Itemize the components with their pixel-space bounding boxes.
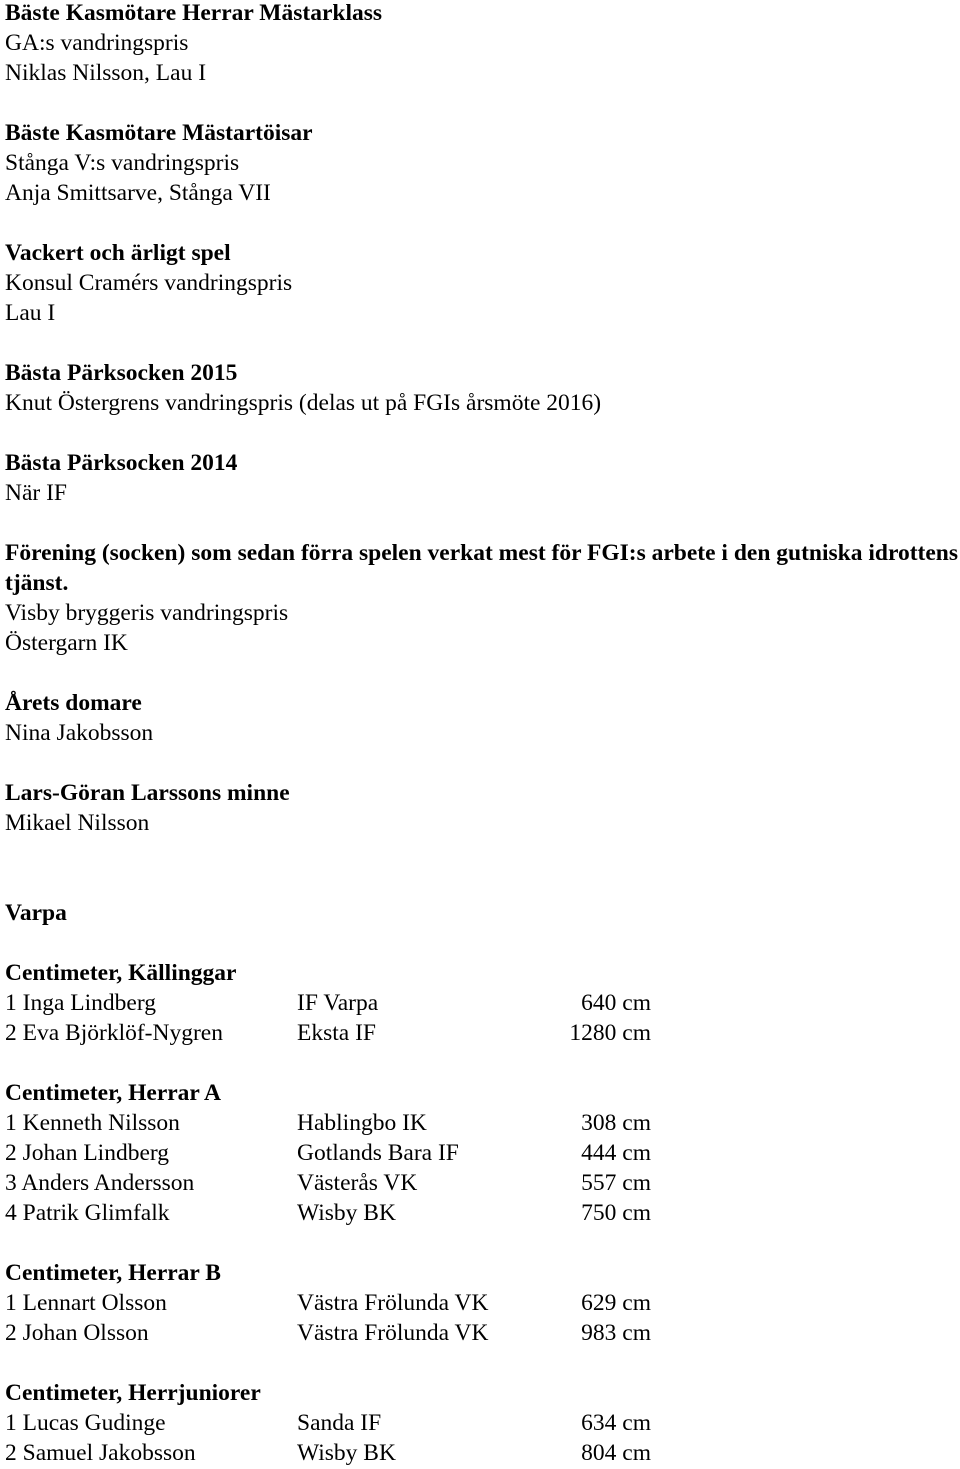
award-winner: Mikael Nilsson bbox=[5, 810, 150, 836]
competitor-name: 2 Johan Olsson bbox=[5, 1320, 149, 1346]
competitor-club: Gotlands Bara IF bbox=[297, 1140, 459, 1166]
award-title: Lars-Göran Larssons minne bbox=[5, 780, 290, 806]
competitor-result: 804 cm bbox=[581, 1440, 651, 1466]
competitor-club: Hablingbo IK bbox=[297, 1110, 427, 1136]
award-prize: Konsul Cramérs vandringspris bbox=[5, 270, 293, 296]
result-row bbox=[5, 1408, 955, 1438]
competitor-club: Sanda IF bbox=[297, 1410, 382, 1436]
category-title: Centimeter, Källinggar bbox=[5, 960, 237, 986]
category-title: Centimeter, Herrjuniorer bbox=[5, 1380, 261, 1406]
competitor-name: 3 Anders Andersson bbox=[5, 1170, 195, 1196]
result-row bbox=[5, 1138, 955, 1168]
award-winner: När IF bbox=[5, 480, 67, 506]
award-prize: Stånga V:s vandringspris bbox=[5, 150, 240, 176]
competitor-result: 750 cm bbox=[581, 1200, 651, 1226]
result-row bbox=[5, 1438, 955, 1468]
competitor-result: 308 cm bbox=[581, 1110, 651, 1136]
award-winner: Niklas Nilsson, Lau I bbox=[5, 60, 207, 86]
competitor-result: 983 cm bbox=[581, 1320, 651, 1346]
award-title: Förening (socken) som sedan förra spelen verkat mest för FGI:s arbete i den gutniska idrottens tjänst. bbox=[5, 540, 959, 596]
award-prize: Knut Östergrens vandringspris (delas ut på FGIs årsmöte 2016) bbox=[5, 390, 602, 416]
result-row bbox=[5, 988, 955, 1018]
result-row bbox=[5, 1018, 955, 1048]
result-row bbox=[5, 1318, 955, 1348]
award-winner: Nina Jakobsson bbox=[5, 720, 154, 746]
competitor-name: 1 Lucas Gudinge bbox=[5, 1410, 166, 1436]
award-title: Bästa Pärksocken 2014 bbox=[5, 450, 238, 476]
award-prize: GA:s vandringspris bbox=[5, 30, 189, 56]
award-title: Årets domare bbox=[5, 690, 142, 716]
award-title: Bäste Kasmötare Mästartöisar bbox=[5, 120, 313, 146]
result-row bbox=[5, 1198, 955, 1228]
award-prize: Visby bryggeris vandringspris bbox=[5, 600, 289, 626]
result-row bbox=[5, 1108, 955, 1138]
competitor-name: 1 Lennart Olsson bbox=[5, 1290, 167, 1316]
award-winner: Lau I bbox=[5, 300, 56, 326]
competitor-name: 2 Samuel Jakobsson bbox=[5, 1440, 196, 1466]
competitor-result: 557 cm bbox=[581, 1170, 651, 1196]
result-row bbox=[5, 1288, 955, 1318]
category-title: Centimeter, Herrar A bbox=[5, 1080, 221, 1106]
award-title: Bäste Kasmötare Herrar Mästarklass bbox=[5, 0, 383, 26]
award-winner: Östergarn IK bbox=[5, 630, 128, 656]
award-winner: Anja Smittsarve, Stånga VII bbox=[5, 180, 271, 206]
category-title: Centimeter, Herrar B bbox=[5, 1260, 221, 1286]
competitor-name: 1 Kenneth Nilsson bbox=[5, 1110, 180, 1136]
competitor-club: Västra Frölunda VK bbox=[297, 1290, 489, 1316]
section-title: Varpa bbox=[5, 900, 67, 926]
competitor-name: 4 Patrik Glimfalk bbox=[5, 1200, 170, 1226]
award-title: Vackert och ärligt spel bbox=[5, 240, 231, 266]
competitor-club: Wisby BK bbox=[297, 1440, 396, 1466]
competitor-club: IF Varpa bbox=[297, 990, 379, 1016]
competitor-result: 629 cm bbox=[581, 1290, 651, 1316]
competitor-result: 634 cm bbox=[581, 1410, 651, 1436]
competitor-result: 444 cm bbox=[581, 1140, 651, 1166]
award-title: Bästa Pärksocken 2015 bbox=[5, 360, 238, 386]
competitor-name: 2 Eva Björklöf-Nygren bbox=[5, 1020, 223, 1046]
competitor-result: 1280 cm bbox=[569, 1020, 651, 1046]
result-row bbox=[5, 1168, 955, 1198]
competitor-name: 2 Johan Lindberg bbox=[5, 1140, 170, 1166]
competitor-result: 640 cm bbox=[581, 990, 651, 1016]
competitor-club: Västra Frölunda VK bbox=[297, 1320, 489, 1346]
competitor-club: Västerås VK bbox=[297, 1170, 418, 1196]
competitor-name: 1 Inga Lindberg bbox=[5, 990, 156, 1016]
competitor-club: Wisby BK bbox=[297, 1200, 396, 1226]
competitor-club: Eksta IF bbox=[297, 1020, 376, 1046]
